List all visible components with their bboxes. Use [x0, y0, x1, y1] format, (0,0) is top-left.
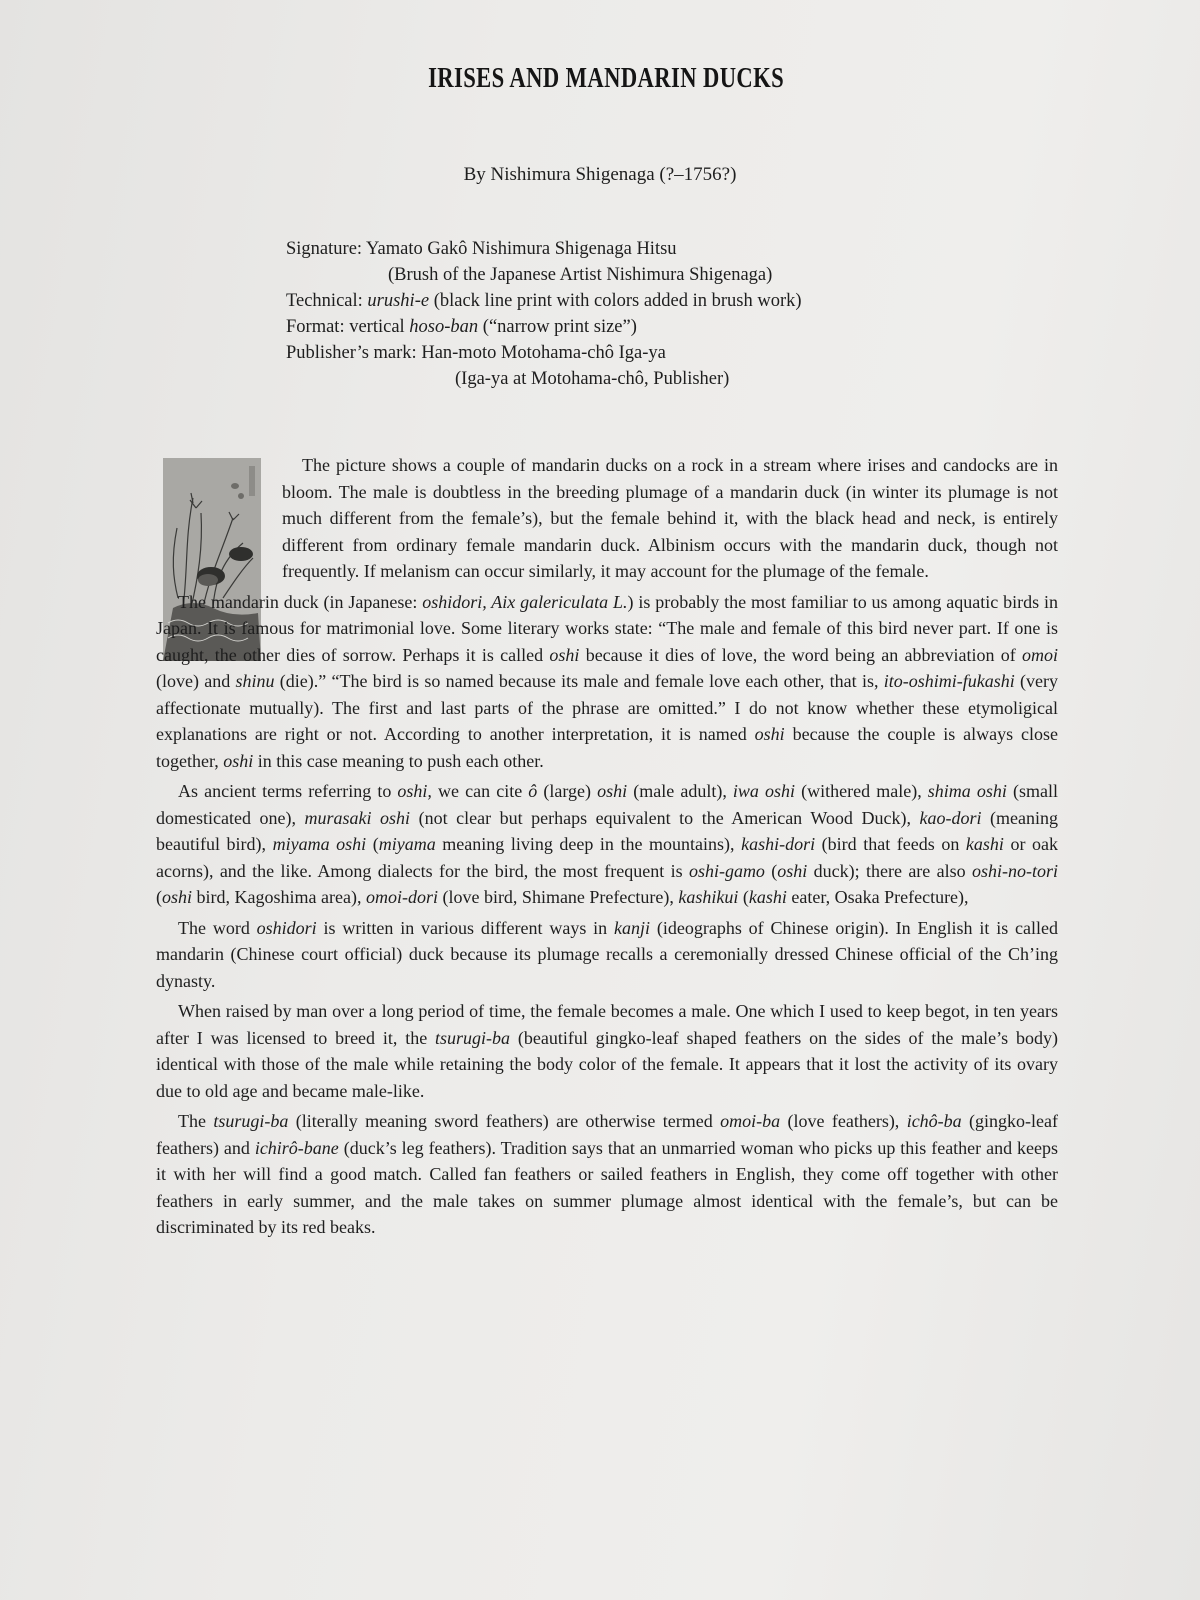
- publisher-value: Han-moto Motohama-chô Iga-ya: [421, 343, 666, 363]
- paragraph-4: The word oshidori is written in various different ways in kanji (ideographs of Chinese origin). In English it is called mandarin (Chinese court official) duck because its plumage recalls a ceremonially dressed Chinese official of the Ch’ing dynasty.: [156, 917, 1059, 991]
- format-row: [286, 314, 802, 340]
- paragraph-3: As ancient terms referring to oshi, we can cite ô (large) oshi (male adult), iwa oshi (withered male), shima oshi (small domesticated one), murasaki oshi (not clear but perhaps equivalent to the American Wood Duck), kao-dori (meaning beautiful bird), miyama oshi (miyama meaning living deep in the mountains), kashi-dori (bird that feeds on kashi or oak acorns), and the like. Among dialects for the bird, the most frequent is oshi-gamo (oshi duck); there are also oshi-no-tori (oshi bird, Kagoshima area), omoi-dori (love bird, Shimane Prefecture), kashikui (kashi eater, Osaka Prefecture),: [156, 781, 1059, 907]
- page-title: IRISES AND MANDARIN DUCKS: [428, 62, 785, 94]
- paragraph-2: The mandarin duck (in Japanese: oshidori, Aix galericulata L.) is probably the most familiar to us among aquatic birds in Japan. It is famous for matrimonial love. Some literary works state: “The male and female of this bird never part. If one is caught, the other dies of sorrow. Perhaps it is called oshi because it dies of love, the word being an abbreviation of omoi (love) and shinu (die).” “The bird is so named because its male and female love each other, that is, ito-oshimi-fukashi (very affectionate mutually). The first and last parts of the phrase are omitted.” I do not know whether these etymoligical explanations are right or not. According to another interpretation, it is named oshi because the couple is always close together, oshi in this case meaning to push each other.: [156, 591, 1059, 771]
- technical-desc: (black line print with colors added in brush work): [433, 291, 802, 311]
- publisher-label: Publisher’s mark:: [286, 343, 417, 363]
- print-metadata: [286, 236, 802, 392]
- signature-value: Yamato Gakô Nishimura Shigenaga Hitsu: [366, 239, 677, 259]
- technical-row: [286, 288, 802, 314]
- paragraph-5: When raised by man over a long period of time, the female becomes a male. One which I used to keep begot, in ten years after I was licensed to breed it, the tsurugi-ba (beautiful gingko-leaf shaped feathers on the sides of the male’s body) identical with those of the male while retaining the body color of the female. It appears that it lost the activity of its ovary due to old age and became male-like.: [156, 1001, 1058, 1101]
- technical-term: urushi-e: [367, 291, 430, 311]
- format-term: hoso-ban: [409, 317, 479, 337]
- technical-label: Technical:: [286, 291, 363, 311]
- publisher-translation: (Iga-ya at Motohama-chô, Publisher): [455, 369, 730, 389]
- signature-translation: (Brush of the Japanese Artist Nishimura Shigenaga): [388, 265, 773, 285]
- format-label: Format: vertical: [286, 317, 405, 337]
- format-desc: (“narrow print size”): [482, 317, 637, 337]
- paragraph-1: The picture shows a couple of mandarin ducks on a rock in a stream where irises and candocks are in bloom. The male is doubtless in the breeding plumage of a mandarin duck (in winter its plumage is not much different from the female’s), but the female behind it, with the black head and neck, is entirely different from ordinary female mandarin duck. Albinism occurs with the mandarin duck, though not frequently. If melanism can occur similarly, it may account for the plumage of the female.: [282, 455, 1058, 581]
- byline: By Nishimura Shigenaga (?–1756?): [463, 164, 737, 185]
- signature-row: [286, 236, 802, 262]
- signature-label: Signature:: [286, 239, 363, 259]
- paragraph-6: The tsurugi-ba (literally meaning sword feathers) are otherwise termed omoi-ba (love feathers), ichô-ba (gingko-leaf feathers) and ichirô-bane (duck’s leg feathers). Tradition says that an unmarried woman who picks up this feather and keeps it with her will find a good match. Called fan feathers or sailed feathers in English, they come off together with other feathers in early summer, and the male takes on summer plumage almost identical with the female’s, but can be discriminated by its red beaks.: [156, 1111, 1059, 1237]
- article-body: [156, 452, 1058, 1241]
- publisher-row: [286, 340, 802, 366]
